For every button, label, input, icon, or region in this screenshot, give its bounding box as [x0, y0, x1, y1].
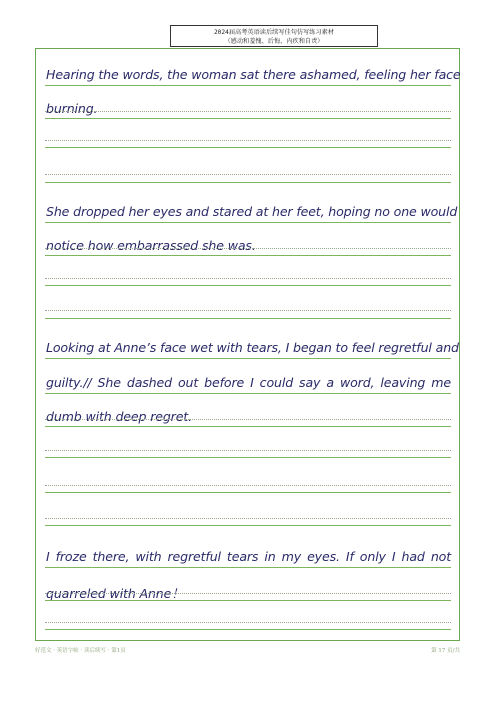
baseline-rule: [45, 85, 451, 86]
baseline-rule: [45, 393, 451, 394]
writing-line: dumb with deep regret.: [46, 409, 192, 424]
baseline-rule: [45, 426, 451, 427]
writing-line: quarreled with Anne！: [46, 586, 184, 601]
guide-rule: [45, 622, 451, 623]
writing-line: She dropped her eyes and stared at her feet, hoping no one would: [46, 204, 458, 219]
baseline-rule: [45, 147, 451, 148]
guide-rule: [45, 140, 451, 141]
baseline-rule: [45, 285, 451, 286]
baseline-rule: [45, 182, 451, 183]
writing-line: notice how embarrassed she was.: [46, 238, 256, 253]
guide-rule: [45, 593, 451, 594]
baseline-rule: [45, 492, 451, 493]
baseline-rule: [45, 600, 451, 601]
writing-line: Hearing the words, the woman sat there ashamed, feeling her face: [46, 67, 461, 82]
guide-rule: [45, 248, 451, 249]
page-number: 第 17 页/共: [431, 648, 460, 654]
guide-rule: [45, 278, 451, 279]
footer-left-text: 好范文 · 英语字帖 · 读后续写 · 第1页: [35, 648, 126, 654]
baseline-rule: [45, 629, 451, 630]
writing-line: Looking at Anne’s face wet with tears, I began to feel regretful and: [46, 340, 459, 355]
guide-rule: [45, 485, 451, 486]
baseline-rule: [45, 255, 451, 256]
baseline-rule: [45, 457, 451, 458]
guide-rule: [45, 310, 451, 311]
guide-rule: [45, 111, 451, 112]
header-subtitle: （感动和羞愧、后悔、内疚和自责）: [224, 38, 324, 45]
writing-line: guilty.// She dashed out before I could say a word, leaving me: [46, 375, 451, 390]
baseline-rule: [45, 358, 451, 359]
guide-rule: [45, 450, 451, 451]
baseline-rule: [45, 567, 451, 568]
baseline-rule: [45, 318, 451, 319]
guide-rule: [45, 174, 451, 175]
baseline-rule: [45, 222, 451, 223]
baseline-rule: [45, 525, 451, 526]
guide-rule: [45, 518, 451, 519]
guide-rule: [45, 419, 451, 420]
document-header: [170, 25, 378, 47]
writing-line: I froze there, with regretful tears in my eyes. If only I had not: [46, 549, 451, 564]
header-title: 2024届高考英语读后续写佳句仿写练习素材: [213, 29, 335, 36]
writing-line: burning.: [46, 101, 98, 116]
baseline-rule: [45, 118, 451, 119]
